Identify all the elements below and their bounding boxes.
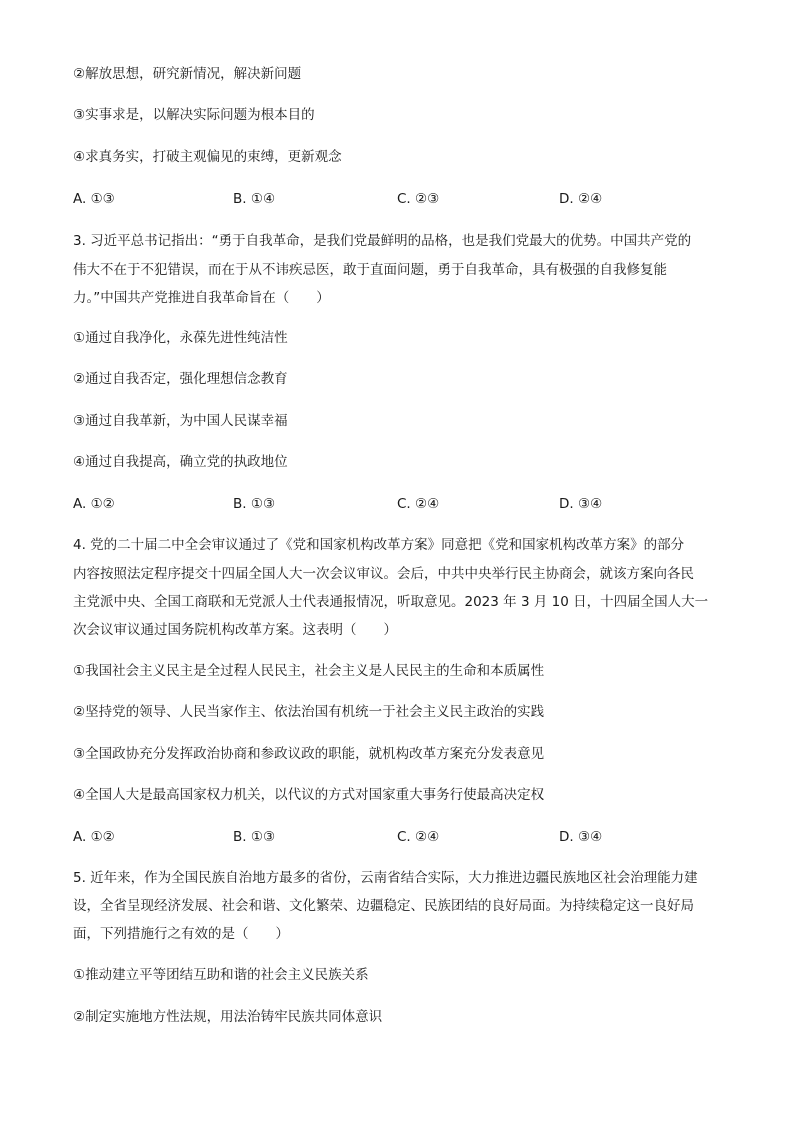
q2-choice-4: ④求真务实，打破主观偏见的束缚，更新观念 [73,149,342,165]
q4-option-b[interactable]: B. ①③ [233,829,276,845]
q5-stem-line-2: 设，全省呈现经济发展、社会和谐、文化繁荣、边疆稳定、民族团结的良好局面。为持续稳定这一良好局 [73,898,694,914]
q4-choice-4: ④全国人大是最高国家权力机关，以代议的方式对国家重大事务行使最高决定权 [73,787,545,803]
q4-choice-2: ②坚持党的领导、人民当家作主、依法治国有机统一于社会主义民主政治的实践 [73,704,545,720]
q3-stem-line-3: 力。”中国共产党推进自我革命旨在（ ） [73,290,330,306]
q2-option-d[interactable]: D. ②④ [559,191,603,207]
q3-stem-line-2: 伟大不在于不犯错误，而在于从不讳疾忌医，敢于直面问题，勇于自我革命，具有极强的自我修复能 [73,262,667,278]
q3-option-b[interactable]: B. ①③ [233,496,276,512]
q3-choice-2: ②通过自我否定，强化理想信念教育 [73,371,288,387]
q4-option-c[interactable]: C. ②④ [397,829,440,845]
q3-option-d[interactable]: D. ③④ [559,496,603,512]
q3-choice-1: ①通过自我净化，永葆先进性纯洁性 [73,330,288,346]
q2-choice-2: ②解放思想，研究新情况，解决新问题 [73,66,302,82]
q5-stem-line-3: 面，下列措施行之有效的是（ ） [73,926,289,942]
q4-option-a[interactable]: A. ①② [73,829,115,845]
q2-answer-options [73,190,733,208]
q5-choice-1: ①推动建立平等团结互助和谐的社会主义民族关系 [73,967,369,983]
q5-choice-2: ②制定实施地方性法规，用法治铸牢民族共同体意识 [73,1009,383,1025]
q2-choice-3: ③实事求是，以解决实际问题为根本目的 [73,107,315,123]
q2-option-a[interactable]: A. ①③ [73,191,115,207]
q4-stem-line-3: 主党派中央、全国工商联和无党派人士代表通报情况，听取意见。2023 年 3 月 10 日，十四届全国人大一 [73,594,709,610]
q4-stem-line-2: 内容按照法定程序提交十四届全国人大一次会议审议。会后，中共中央举行民主协商会，就该方案向各民 [73,566,694,582]
q2-option-b[interactable]: B. ①④ [233,191,276,207]
q3-option-c[interactable]: C. ②④ [397,496,440,512]
q4-choice-1: ①我国社会主义民主是全过程人民民主，社会主义是人民民主的生命和本质属性 [73,663,545,679]
q4-answer-options [73,828,733,846]
q3-stem-line-1: 3. 习近平总书记指出：“勇于自我革命，是我们党最鲜明的品格，也是我们党最大的优势。中国共产党的 [73,233,692,249]
q3-choice-3: ③通过自我革新，为中国人民谋幸福 [73,413,288,429]
q5-stem-line-1: 5. 近年来，作为全国民族自治地方最多的省份，云南省结合实际，大力推进边疆民族地区社会治理能力建 [73,870,698,886]
q2-option-c[interactable]: C. ②③ [397,191,440,207]
q4-stem-line-4: 次会议审议通过国务院机构改革方案。这表明（ ） [73,622,397,638]
q3-choice-4: ④通过自我提高，确立党的执政地位 [73,454,288,470]
q3-answer-options [73,495,733,513]
q4-stem-line-1: 4. 党的二十届二中全会审议通过了《党和国家机构改革方案》同意把《党和国家机构改革方案》的部分 [73,537,685,553]
q4-choice-3: ③全国政协充分发挥政治协商和参政议政的职能，就机构改革方案充分发表意见 [73,746,545,762]
q4-option-d[interactable]: D. ③④ [559,829,603,845]
q3-option-a[interactable]: A. ①② [73,496,115,512]
